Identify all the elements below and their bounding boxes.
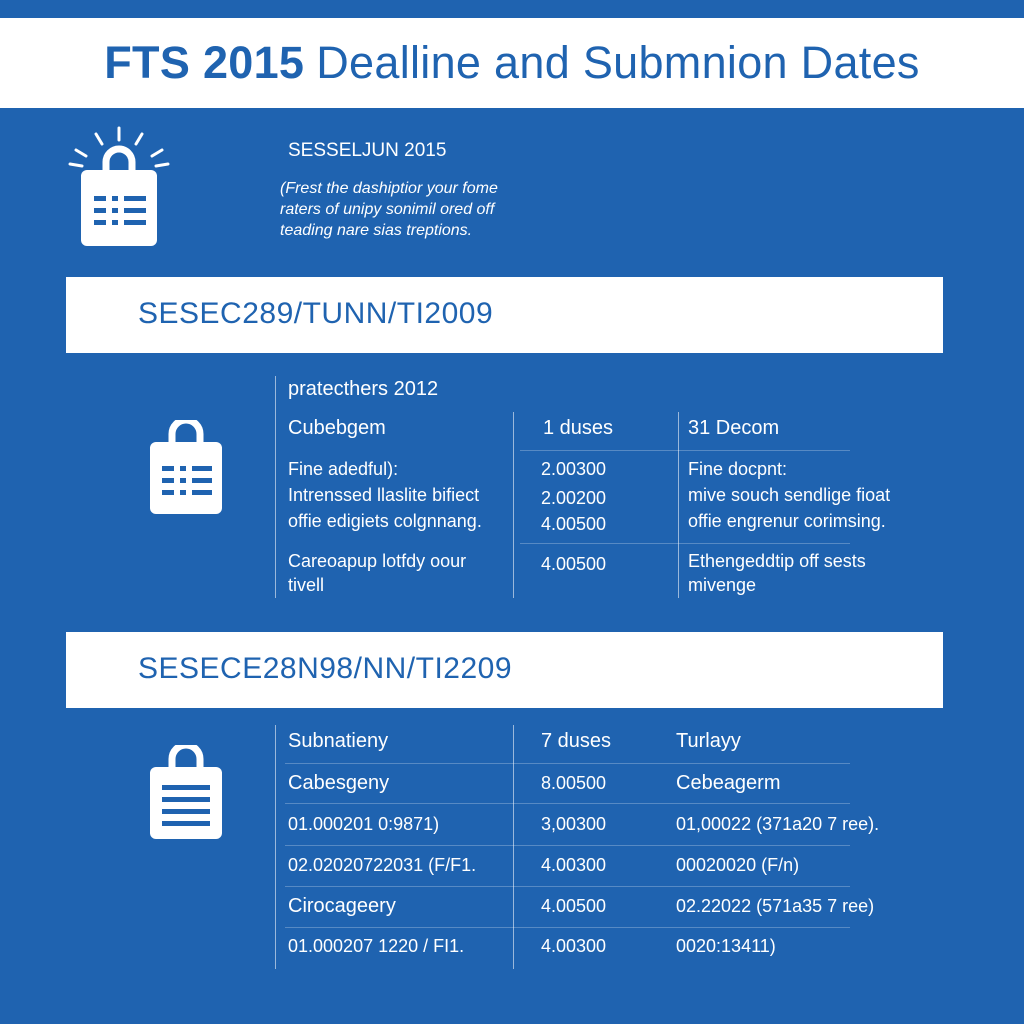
table2-row-line <box>285 886 850 887</box>
table1-col3-header: 31 Decom <box>688 417 780 439</box>
table1-divider <box>513 412 514 598</box>
table2-row-line <box>285 927 850 928</box>
table1-cell: offie edigiets colgnnang. <box>288 511 482 531</box>
table2-col1-header: Subnatieny <box>288 730 389 752</box>
intro-line: (Frest the dashiptior your fome <box>280 180 498 197</box>
title-bar <box>0 18 1024 108</box>
table2-category: Cabesgeny <box>288 772 390 794</box>
intro-line: teading nare sias treptions. <box>280 222 473 239</box>
table1-row-line <box>520 543 850 544</box>
intro-heading: SESSELJUN 2015 <box>288 140 447 161</box>
table1-cell: Fine adedful): <box>288 459 399 479</box>
table2-cell: 8.00500 <box>541 773 607 793</box>
table2-divider <box>513 725 514 969</box>
table2-category: Cirocageery <box>288 895 396 917</box>
table2-row-line <box>285 763 850 764</box>
table1-cell: Ethengeddtip off sests <box>688 551 866 571</box>
table2-category: Cebeagerm <box>676 772 781 794</box>
section1-banner-text: SESEC289/TUNN/TI2009 <box>138 297 494 330</box>
table2-row-line <box>285 803 850 804</box>
table1-cell: tivell <box>288 575 325 595</box>
table2-left-border <box>275 725 276 969</box>
section1-banner <box>66 277 943 353</box>
table1-divider <box>678 412 679 598</box>
table1-cell: 4.00500 <box>541 554 607 574</box>
table2-cell: 01,00022 (371a20 7 ree). <box>676 814 880 834</box>
table2-cell: 01.000207 1220 / FI1. <box>288 936 465 956</box>
table2-cell: 00020020 (F/n) <box>676 855 800 875</box>
table1-row-line <box>520 450 850 451</box>
table2-col3-header: Turlayy <box>676 730 741 752</box>
section2-banner <box>66 632 943 708</box>
bag-glow-icon <box>64 124 174 249</box>
page-title <box>104 37 919 89</box>
table1-cell: mive souch sendlige fioat <box>688 485 891 505</box>
table2-cell: 4.00300 <box>541 855 607 875</box>
table1-left-border <box>275 376 276 598</box>
shopping-bag-list-icon <box>148 420 224 516</box>
intro-text <box>280 178 540 241</box>
intro-line: raters of unipy sonimil ored off <box>280 201 495 218</box>
table1-cell: Intrenssed llaslite bifiect <box>288 485 480 505</box>
title-strong: FTS 2015 <box>104 37 305 88</box>
section2-banner-text: SESECE28N98/NN/TI2209 <box>138 652 513 685</box>
table1-col2-header: 1 duses <box>543 417 614 439</box>
table2-cell: 4.00300 <box>541 936 607 956</box>
title-rest: Dealline and Submnion Dates <box>316 37 920 88</box>
table2-cell: 4.00500 <box>541 896 607 916</box>
table1-cell: Careoapup lotfdy oour <box>288 551 467 571</box>
table2-cell: 02.22022 (571a35 7 ree) <box>676 896 875 916</box>
table1-cell: 4.00500 <box>541 514 607 534</box>
table1-col1-header: Cubebgem <box>288 417 386 439</box>
table1-cell: 2.00200 <box>541 488 607 508</box>
table1-cell: Fine docpnt: <box>688 459 788 479</box>
table2-cell: 01.000201 0:9871) <box>288 814 440 834</box>
table1-cell: offie engrenur corimsing. <box>688 511 886 531</box>
table2-cell: 02.02020722031 (F/F1. <box>288 855 477 875</box>
shopping-bag-list-icon <box>148 745 224 841</box>
table2-row-line <box>285 845 850 846</box>
table2-cell: 0020:13411) <box>676 936 776 956</box>
table1-cell: mivenge <box>688 575 757 595</box>
table1-subheading: pratecthers 2012 <box>288 378 439 400</box>
table1-cell: 2.00300 <box>541 459 607 479</box>
table2-cell: 3,00300 <box>541 814 607 834</box>
table2-col2-header: 7 duses <box>541 730 612 752</box>
